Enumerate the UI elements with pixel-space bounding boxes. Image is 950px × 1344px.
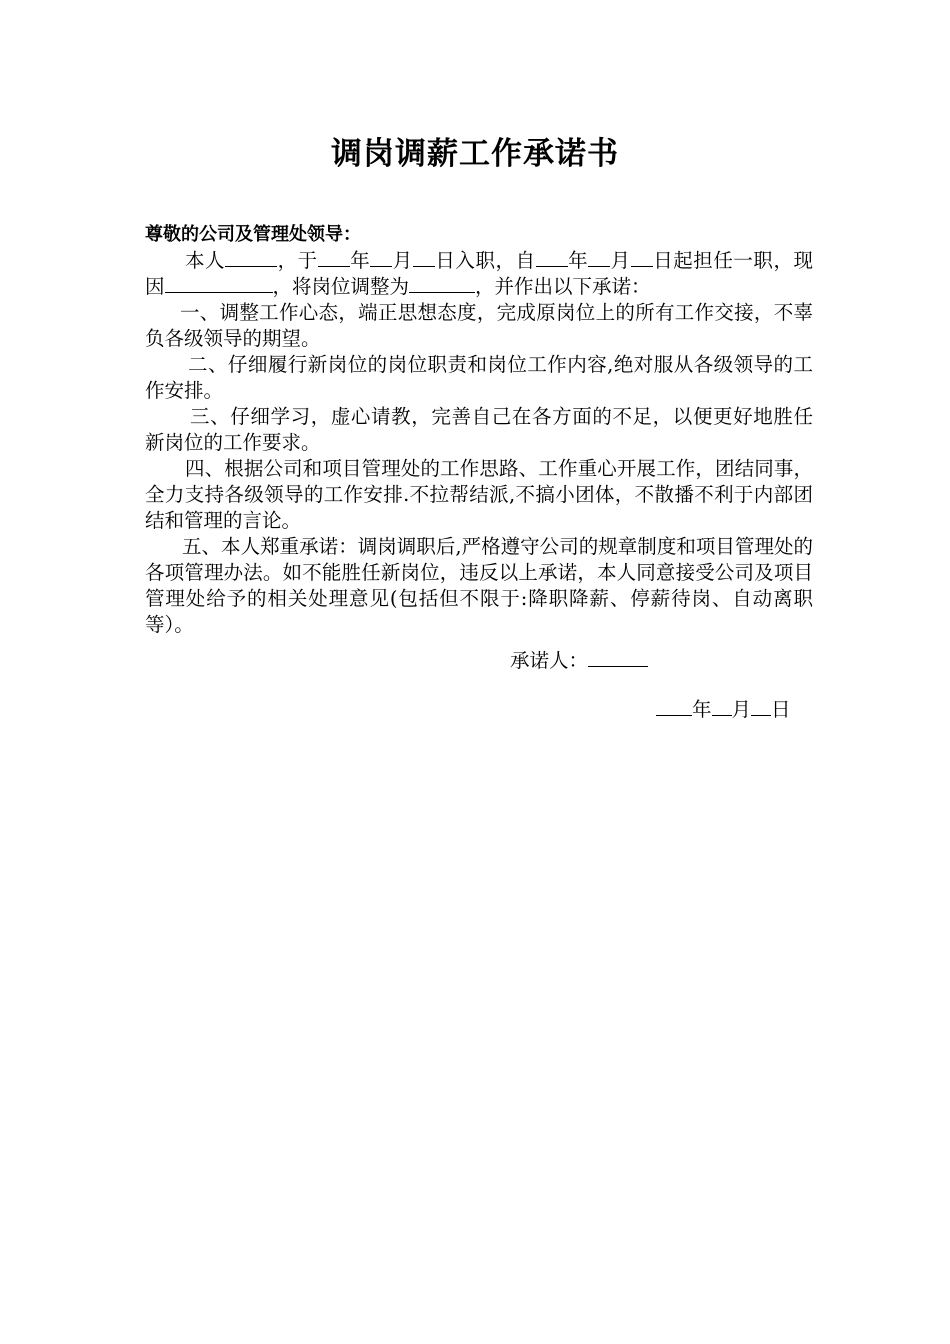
commitment-item-5: 五、本人郑重承诺：调岗调职后,严格遵守公司的规章制度和项目管理处的各项管理办法。如不能胜任新岗位，违反以上承诺，本人同意接受公司及项目管理处给予的相关处理意见(包括但不限于:降职降薪、停薪待岗、自动离职等）。 bbox=[145, 535, 813, 636]
start-day-blank bbox=[631, 248, 653, 267]
intro-text-9: 一职，现因 bbox=[145, 249, 813, 298]
intro-text-4: 月 bbox=[392, 249, 413, 272]
intro-text-11: ，并作出以下承诺： bbox=[475, 275, 651, 298]
signer-label: 承诺人： bbox=[510, 649, 589, 672]
reason-blank bbox=[165, 274, 273, 293]
new-position-blank bbox=[409, 274, 475, 293]
document-body bbox=[145, 222, 813, 638]
date-year-label: 年 bbox=[692, 698, 712, 721]
start-year-blank bbox=[536, 248, 568, 267]
commitment-item-2: 二、仔细履行新岗位的岗位职责和岗位工作内容,绝对服从各级领导的工作安排。 bbox=[145, 353, 813, 402]
hire-year-blank bbox=[318, 248, 350, 267]
start-month-blank bbox=[588, 248, 610, 267]
intro-text-3: 年 bbox=[349, 249, 371, 272]
document-title: 调岗调薪工作承诺书 bbox=[331, 136, 619, 172]
intro-text-5: 日入职，自 bbox=[434, 249, 536, 272]
commitment-item-1: 一、调整工作心态，端正思想态度，完成原岗位上的所有工作交接，不辜负各级领导的期望。 bbox=[145, 301, 813, 350]
name-blank bbox=[225, 248, 277, 267]
signature-line bbox=[510, 648, 648, 674]
intro-text-2: ，于 bbox=[277, 249, 318, 272]
date-line bbox=[656, 697, 791, 723]
date-month-label: 月 bbox=[731, 698, 752, 721]
date-day-blank bbox=[751, 697, 771, 716]
intro-text-7: 月 bbox=[610, 249, 631, 272]
intro-text-10: ，将岗位调整为 bbox=[272, 275, 410, 298]
intro-paragraph bbox=[145, 248, 813, 300]
commitment-item-3: 三、仔细学习，虚心请教，完善自己在各方面的不足，以便更好地胜任新岗位的工作要求。 bbox=[145, 405, 813, 454]
date-year-blank bbox=[656, 697, 692, 716]
intro-text-1: 本人 bbox=[185, 249, 226, 272]
date-day-label: 日 bbox=[771, 698, 791, 721]
signature-blank bbox=[588, 648, 648, 667]
date-month-blank bbox=[712, 697, 732, 716]
hire-month-blank bbox=[370, 248, 392, 267]
intro-text-8: 日起担任 bbox=[652, 249, 734, 272]
salutation: 尊敬的公司及管理处领导： bbox=[145, 224, 361, 245]
commitment-item-4: 四、根据公司和项目管理处的工作思路、工作重心开展工作，团结同事，全力支持各级领导的工作安排.不拉帮结派,不搞小团体，不散播不利于内部团结和管理的言论。 bbox=[145, 457, 813, 532]
intro-text-6: 年 bbox=[567, 249, 589, 272]
hire-day-blank bbox=[413, 248, 435, 267]
